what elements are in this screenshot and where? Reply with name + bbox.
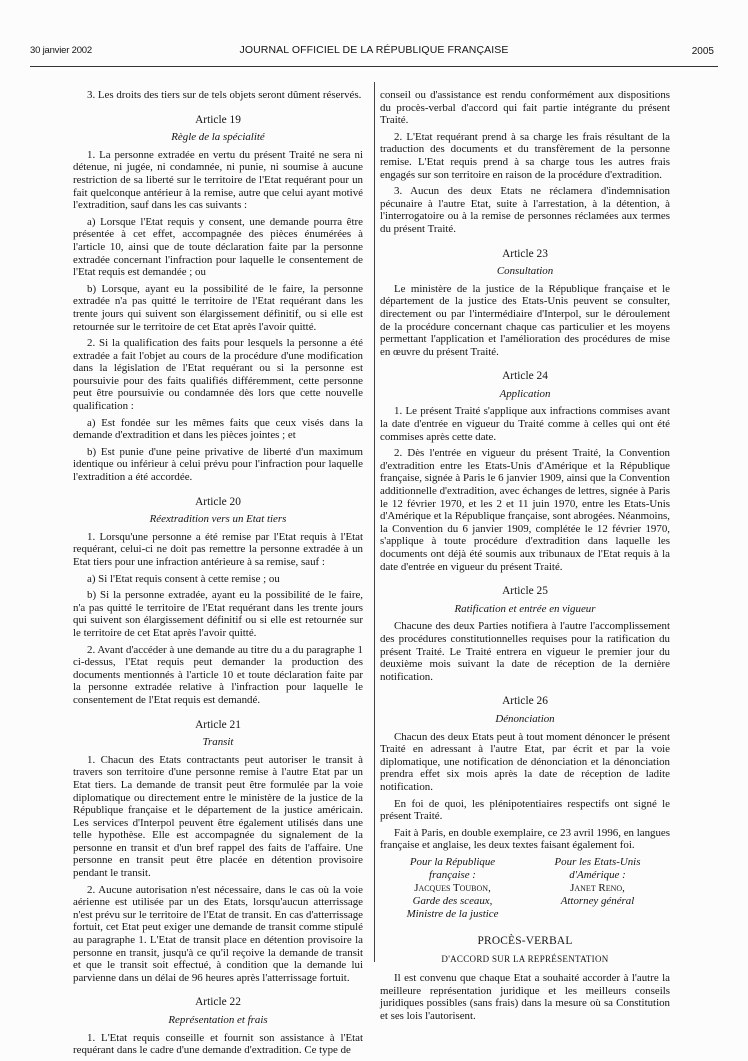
signature-line: française : bbox=[429, 868, 476, 881]
paragraph: b) Si la personne extradée, ayant eu la possibilité de le faire, n'a pas quitté le territoire de l'Etat requérant dans les trente jours qui suivent son élargissement définitif ou si elle est retournée sur le territoire de cet Etat après l'avoir quitté. bbox=[73, 589, 363, 639]
header-rule bbox=[30, 66, 718, 67]
paragraph: Fait à Paris, en double exemplaire, ce 23 avril 1996, en langues française et anglaise, les deux textes faisant également foi. bbox=[380, 826, 670, 852]
signatory-role: Ministre de la justice bbox=[406, 907, 499, 920]
signature-france bbox=[380, 856, 525, 921]
paragraph: 1. Lorsqu'une personne a été remise par l'Etat requis à l'Etat requérant, celui-ci ne doit pas remettre la personne extradée à un Etat tiers pour une infraction antérieure à sa remise, sauf : bbox=[73, 530, 363, 568]
signature-line: d'Amérique : bbox=[569, 868, 626, 881]
page-number: 2005 bbox=[691, 46, 714, 57]
paragraph: 2. L'Etat requérant prend à sa charge les frais résultant de la traduction des documents et du transfèrement de la personne remise. L'Etat requis prend à sa charge tous les autres frais engagés sur son territoire en raison de la procédure d'extradition. bbox=[380, 130, 670, 181]
article-heading: Article 23 bbox=[502, 247, 548, 260]
article-heading: Article 20 bbox=[195, 495, 241, 508]
signature-line: Pour les Etats-Unis bbox=[554, 855, 641, 868]
paragraph: 1. L'Etat requis conseille et fournit son assistance à l'Etat requérant dans le cadre d'une demande d'extradition. Ce type de bbox=[73, 1031, 363, 1057]
article-heading: Article 25 bbox=[502, 585, 548, 598]
signature-block bbox=[380, 856, 670, 921]
paragraph: 2. Avant d'accéder à une demande au titre du a du paragraphe 1 ci-dessus, l'Etat requis peut demander la production des documents mentionnés à l'article 10 et toute déclaration faite par la personne extradée relative à l'infraction pour laquelle le consentement de l'Etat requis est demandé. bbox=[73, 643, 363, 706]
paragraph: 1. La personne extradée en vertu du présent Traité ne sera ni détenue, ni jugée, ni condamnée, ni punie, ni soumise à aucune restriction de sa liberté sur le territoire de l'Etat requérant pour un fait quelconque antérieur à la remise, autre que celui ayant motivé l'extradition, sauf dans les cas suivants : bbox=[73, 148, 363, 212]
header-title: JOURNAL OFFICIEL DE LA RÉPUBLIQUE FRANÇAISE bbox=[239, 44, 509, 56]
article-heading: Article 22 bbox=[195, 996, 241, 1009]
signatory-name: Janet Reno, bbox=[570, 881, 625, 894]
header-date: 30 janvier 2002 bbox=[30, 45, 92, 56]
paragraph: b) Est punie d'une peine privative de liberté d'un maximum identique ou inférieur à celui prévu pour l'infraction pour laquelle l'extradition a été accordée. bbox=[73, 445, 363, 484]
paragraph: Chacune des deux Parties notifiera à l'autre l'accomplissement des procédures constitutionnelles requises pour la ratification du présent Traité. Le Traité entrera en vigueur le premier jour du deuxième mois suivant la date de réception de la dernière notification. bbox=[380, 620, 670, 683]
article-subtitle: Représentation et frais bbox=[168, 1014, 268, 1026]
paragraph: 1. Le présent Traité s'applique aux infractions commises avant la date d'entrée en vigueur du Traité comme à celles qui ont été commises après cette date. bbox=[380, 405, 670, 443]
paragraph: 1. Chacun des Etats contractants peut autoriser le transit à travers son territoire d'une personne remise à l'autre Etat par un Etat tiers. La demande de transit peut être formulée par la voie diplomatique ou directement entre le ministère de la justice de la République française et le département de la justice américain. Les services d'Interpol peuvent être également utilisés dans une telle hypothèse. Elle est accompagnée du signalement de la personne en transit et d'un bref rappel des faits de l'affaire. Une personne en transit peut être placée en détention provisoire pendant le transit. bbox=[73, 753, 363, 880]
left-column bbox=[73, 89, 363, 1061]
column-divider bbox=[374, 82, 375, 962]
article-heading: Article 21 bbox=[195, 718, 241, 731]
paragraph: 3. Les droits des tiers sur de tels objets seront dûment réservés. bbox=[87, 89, 362, 101]
article-heading: Article 24 bbox=[502, 370, 548, 383]
article-subtitle: Ratification et entrée en vigueur bbox=[454, 602, 596, 615]
paragraph: a) Est fondée sur les mêmes faits que ceux visés dans la demande d'extradition et dans les pièces jointes ; et bbox=[73, 416, 363, 442]
paragraph: 2. Si la qualification des faits pour lesquels la personne a été extradée a fait l'objet au cours de la procédure d'une modification dans la législation de l'Etat requérant ou si la personne est poursuivie pour des faits qualifiés différemment, cette personne peut être poursuivie ou condamnée dès lors que cette nouvelle qualification : bbox=[73, 337, 363, 413]
signatory-name: Jacques Toubon, bbox=[414, 881, 491, 894]
signatory-role: Garde des sceaux, bbox=[412, 894, 493, 907]
article-subtitle: Transit bbox=[202, 736, 234, 749]
article-subtitle: Application bbox=[499, 387, 551, 400]
signature-usa bbox=[525, 856, 670, 921]
article-subtitle: Dénonciation bbox=[495, 712, 555, 725]
signatory-role: Attorney général bbox=[560, 894, 635, 907]
paragraph: b) Lorsque, ayant eu la possibilité de le faire, la personne extradée n'a pas quitté le territoire de l'Etat requérant dans les trente jours qui suivent son élargissement définitif, ou si elle est retournée sur le territoire de cet Etat après l'avoir quitté. bbox=[73, 282, 363, 333]
proces-verbal-title: PROCÈS-VERBAL bbox=[477, 934, 573, 947]
paragraph: conseil ou d'assistance est rendu conformément aux dispositions du procès-verbal d'accord qui fait partie intégrante du présent Traité. bbox=[380, 89, 670, 127]
paragraph: a) Lorsque l'Etat requis y consent, une demande pourra être présentée à cet effet, accompagnée des pièces énumérées à l'article 10, ainsi que de toute déclaration faite par la personne extradée concernant l'infraction pour laquelle le consentement de l'Etat requis est demandée ; ou bbox=[73, 215, 363, 279]
paragraph: 2. Dès l'entrée en vigueur du présent Traité, la Convention d'extradition entre les Etats-Unis d'Amérique et la République française, signée à Paris le 6 janvier 1909, ainsi que la Convention additionnelle d'extradition, avec échanges de lettres, signée à Paris le 12 février 1970, et les 2 et 11 juin 1970, entre les Etats-Unis d'Amérique et la République française, sont abrogées. Néanmoins, la Convention du 6 janvier 1909, complétée le 12 février 1970, s'applique à toute procédure d'extradition dans laquelle les documents ont déjà été soumis aux tribunaux de l'Etat requis à la date d'entrée en vigueur du présent Traité. bbox=[380, 447, 670, 573]
article-heading: Article 26 bbox=[502, 695, 548, 708]
article-subtitle: Règle de la spécialité bbox=[171, 131, 265, 144]
paragraph: 2. Aucune autorisation n'est nécessaire, dans le cas où la voie aérienne est utilisée par un des Etats, lorsqu'aucun atterrissage n'est prévu sur le territoire de l'Etat de transit. En cas d'atterrissage fortuit, cet Etat peut exiger une demande de transit comme stipulé au paragraphe 1. L'Etat de transit place en détention provisoire la personne en transit, jusqu'à ce qu'il reçoive la demande de transit et que le transit soit effectué, à condition que la demande lui parvienne dans un délai de 96 heures après l'atterrissage fortuit. bbox=[73, 883, 363, 984]
paragraph: Chacun des deux Etats peut à tout moment dénoncer le présent Traité en adressant à l'autre Etat, par écrit et par la voie diplomatique, une notification de dénonciation et la dénonciation prendra effet six mois après la date de réception de ladite notification. bbox=[380, 730, 670, 793]
article-subtitle: Réextradition vers un Etat tiers bbox=[149, 513, 287, 526]
paragraph: Le ministère de la justice de la République française et le département de la justice des Etats-Unis peuvent se consulter, directement ou par l'intermédiaire d'Interpol, sur le déroulement de la procédure concernant chaque cas particulier et les moyens permettant l'application et l'amélioration des procédures de mise en œuvre du présent Traité. bbox=[380, 282, 670, 358]
paragraph: a) Si l'Etat requis consent à cette remise ; ou bbox=[87, 572, 280, 585]
article-subtitle: Consultation bbox=[496, 265, 554, 278]
page-header bbox=[30, 43, 718, 59]
article-heading: Article 19 bbox=[195, 113, 241, 126]
paragraph: En foi de quoi, les plénipotentiaires respectifs ont signé le présent Traité. bbox=[380, 797, 670, 823]
paragraph: 3. Aucun des deux Etats ne réclamera d'indemnisation pécunaire à l'autre Etat, suite à l'arrestation, à la détention, à l'interrogatoire ou à la remise de personnes réclamées aux termes du présent Traité. bbox=[380, 185, 670, 235]
signature-line: Pour la République bbox=[409, 855, 496, 868]
paragraph: Il est convenu que chaque Etat a souhaité accorder à l'autre la meilleure représentation juridique et les meilleurs conseils juridiques possibles (sans frais) dans la mesure où sa Constitution et ses lois l'autorisent. bbox=[380, 972, 670, 1022]
proces-verbal-subtitle: D'ACCORD SUR LA REPRÉSENTATION bbox=[441, 954, 609, 965]
right-column bbox=[380, 89, 670, 1026]
